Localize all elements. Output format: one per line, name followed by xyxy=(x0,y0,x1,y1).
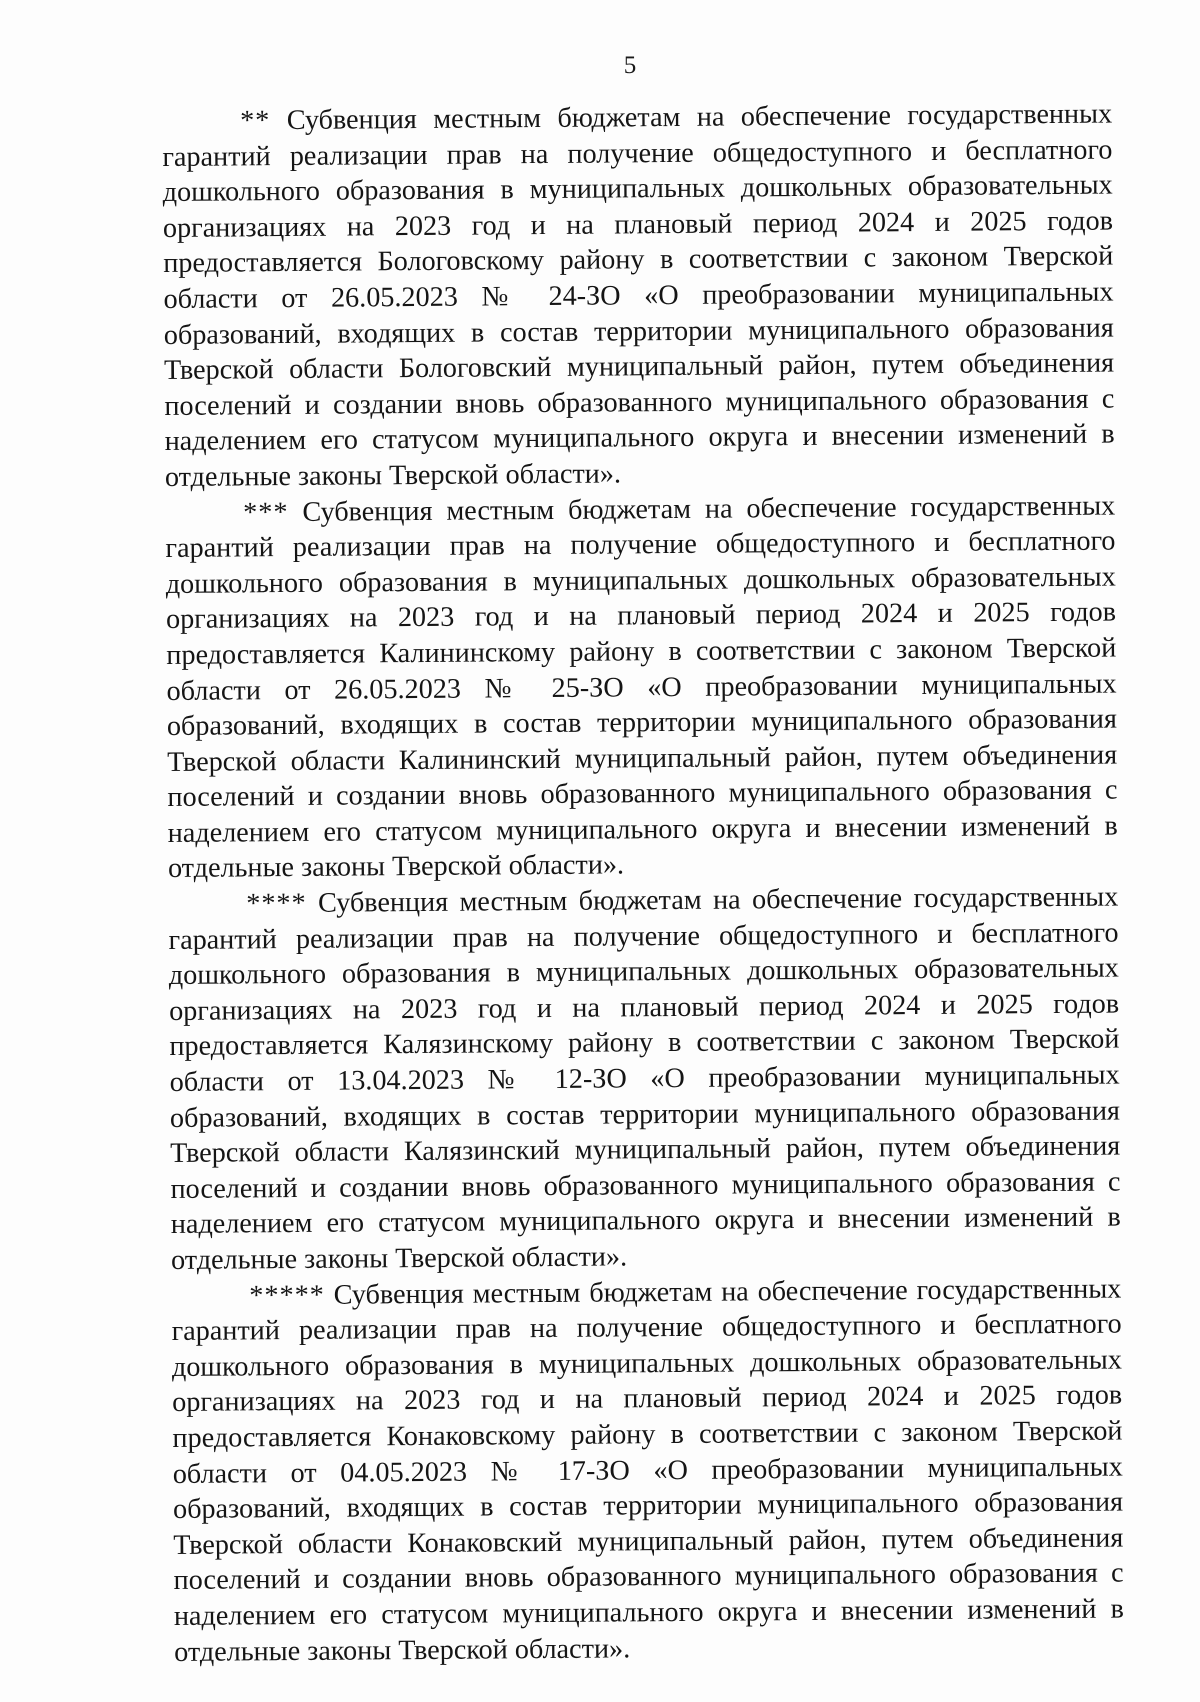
footnote-marker: *** xyxy=(243,496,289,528)
footnote-3 xyxy=(168,880,1121,1279)
footnotes-body xyxy=(162,97,1124,1671)
footnote-marker: ** xyxy=(240,105,271,137)
footnote-1 xyxy=(162,97,1115,496)
footnote-text: Субвенция местным бюджетам на обеспечение государственных гарантий реализации прав на получение общедоступного и бесплатного дошкольного образования в муниципальных дошкольных образовательных организациях на 2023 год и на плановый период 2024 и 2025 годов предоставляется Калининскому району в соответствии с законом Тверской области от 26.05.2023 № 25-ЗО «О преобразовании муниципальных образований, входящих в состав территории муниципального образования Тверской области Калининский муниципальный район, путем объединения поселений и создании вновь образованного муниципального образования с наделением его статусом муниципального округа и внесении изменений в отдельные законы Тверской области». xyxy=(165,490,1118,885)
footnote-4 xyxy=(171,1271,1124,1670)
footnote-text: Субвенция местным бюджетам на обеспечение государственных гарантий реализации прав на получение общедоступного и бесплатного дошкольного образования в муниципальных дошкольных образовательных организациях на 2023 год и на плановый период 2024 и 2025 годов предоставляется Конаковскому району в соответствии с законом Тверской области от 04.05.2023 № 17-ЗО «О преобразовании муниципальных образований, входящих в состав территории муниципального образования Тверской области Конаковский муниципальный район, путем объединения поселений и создании вновь образованного муниципального образования с наделением его статусом муниципального округа и внесении изменений в отдельные законы Тверской области». xyxy=(171,1273,1124,1668)
footnote-text: Субвенция местным бюджетам на обеспечение государственных гарантий реализации прав на получение общедоступного и бесплатного дошкольного образования в муниципальных дошкольных образовательных организациях на 2023 год и на плановый период 2024 и 2025 годов предоставляется Калязинскому району в соответствии с законом Тверской области от 13.04.2023 № 12-ЗО «О преобразовании муниципальных образований, входящих в состав территории муниципального образования Тверской области Калязинский муниципальный район, путем объединения поселений и создании вновь образованного муниципального образования с наделением его статусом муниципального округа и внесении изменений в отдельные законы Тверской области». xyxy=(168,881,1121,1276)
footnote-2 xyxy=(165,488,1118,887)
footnote-text: Субвенция местным бюджетам на обеспечение государственных гарантий реализации прав на получение общедоступного и бесплатного дошкольного образования в муниципальных дошкольных образовательных организациях на 2023 год и на плановый период 2024 и 2025 годов предоставляется Бологовскому району в соответствии с законом Тверской области от 26.05.2023 № 24-ЗО «О преобразовании муниципальных образований, входящих в состав территории муниципального образования Тверской области Бологовский муниципальный район, путем объединения поселений и создании вновь образованного муниципального образования с наделением его статусом муниципального округа и внесении изменений в отдельные законы Тверской области». xyxy=(162,98,1115,493)
footnote-marker: ***** xyxy=(249,1279,325,1311)
page-number: 5 xyxy=(623,52,637,79)
footnote-marker: **** xyxy=(246,887,307,920)
